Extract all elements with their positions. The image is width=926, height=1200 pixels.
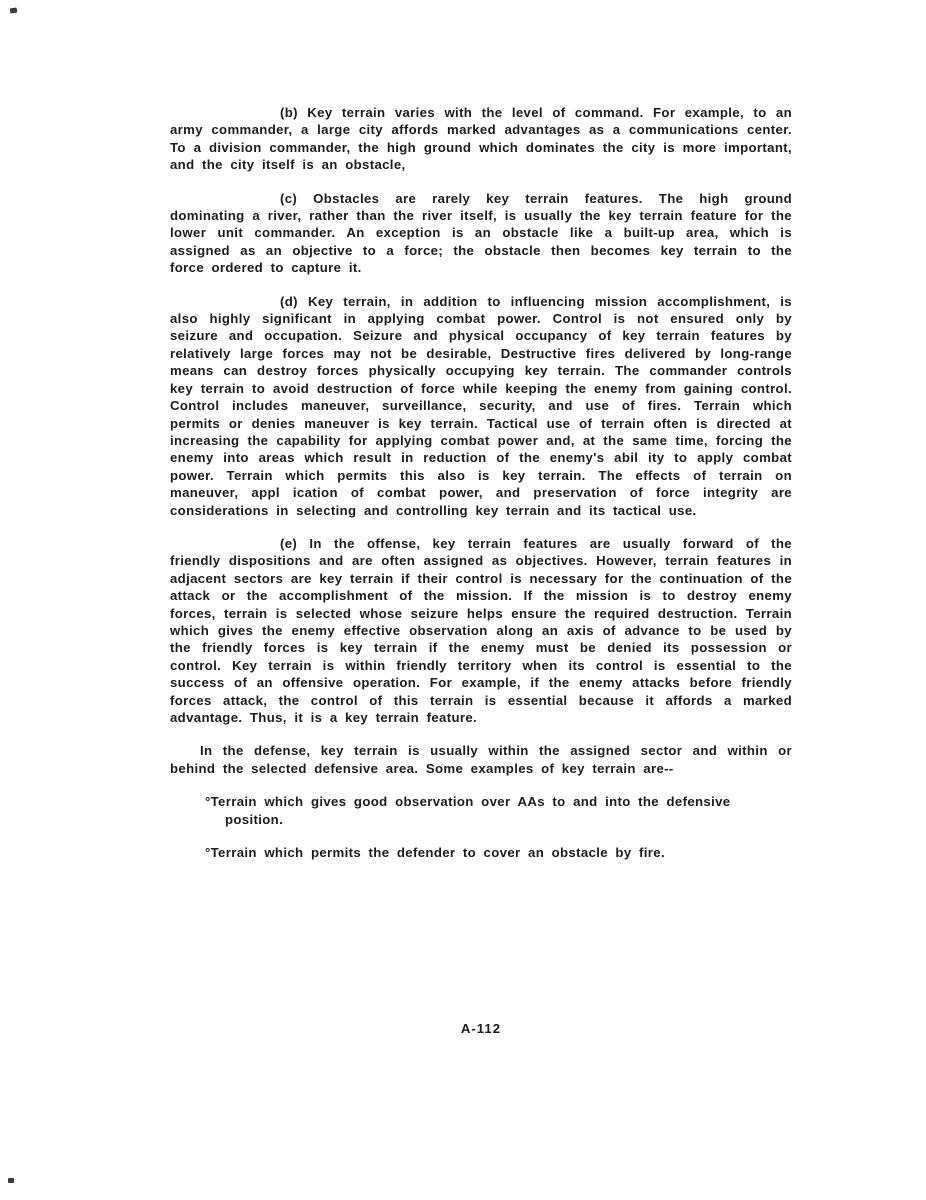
bullet-obstacle-fire: °Terrain which permits the defender to cover an obstacle by fire. bbox=[205, 845, 665, 861]
bullet-observation: °Terrain which gives good observation over AAs to and into the defensive position. bbox=[205, 794, 731, 827]
paragraph-c: (c) Obstacles are rarely key terrain features. The high ground dominating a river, rather than the river itself, is usually the key terrain feature for the lower unit commander. An exception is an obstacle like a built-up area, which is assigned as an objective to a force; the obstacle then becomes key terrain to the force ordered to capture it. bbox=[170, 190, 792, 276]
paragraph-e: (e) In the offense, key terrain features are usually forward of the friendly dispositions and are often assigned as objectives. However, terrain features in adjacent sectors are key terrain if their control is necessary for the continuation of the attack or the accomplishment of the mission. If the mission is to destroy enemy forces, terrain is selected whose seizure helps ensure the required destruction. Terrain which gives the enemy effective observation along an axis of advance to be used by the friendly forces is key terrain if the enemy must be denied its possession or control. Key terrain is within friendly territory when its control is essential to the success of an offensive operation. For example, if the enemy attacks before friendly forces attack, the control of this terrain is essential because it affords a marked advantage. Thus, it is a key terrain feature. bbox=[170, 535, 792, 725]
scan-artifact-top bbox=[10, 8, 18, 14]
paragraph-b: (b) Key terrain varies with the level of command. For example, to an army commander, a large city affords marked advantages as a communications center. To a division commander, the high ground which dominates the city is more important, and the city itself is an obstacle, bbox=[170, 105, 792, 173]
paragraph-defense: In the defense, key terrain is usually within the assigned sector and within or behind the selected defensive area. Some examples of key terrain are-- bbox=[170, 743, 792, 776]
scan-artifact-bottom bbox=[8, 1178, 14, 1183]
body-text bbox=[170, 104, 792, 877]
page-number: A-112 bbox=[460, 1021, 502, 1036]
paragraph-d: (d) Key terrain, in addition to influencing mission accomplishment, is also highly significant in applying combat power. Control is not ensured only by seizure and occupation. Seizure and physical occupancy of key terrain features by relatively large forces may not be desirable, Destructive fires delivered by long-range means can destroy forces physically occupying key terrain. The commander controls key terrain to avoid destruction of force while keeping the enemy from gaining control. Control includes maneuver, surveillance, security, and use of fires. Terrain which permits or denies maneuver is key terrain. Tactical use of terrain often is directed at increasing the capability for applying combat power and, at the same time, forcing the enemy into areas which result in reduction of the enemy's abil ity to apply combat power. Terrain which permits this also is key terrain. The effects of terrain on maneuver, appl ication of combat power, and preservation of force integrity are considerations in selecting and controlling key terrain and its tactical use. bbox=[170, 293, 792, 518]
